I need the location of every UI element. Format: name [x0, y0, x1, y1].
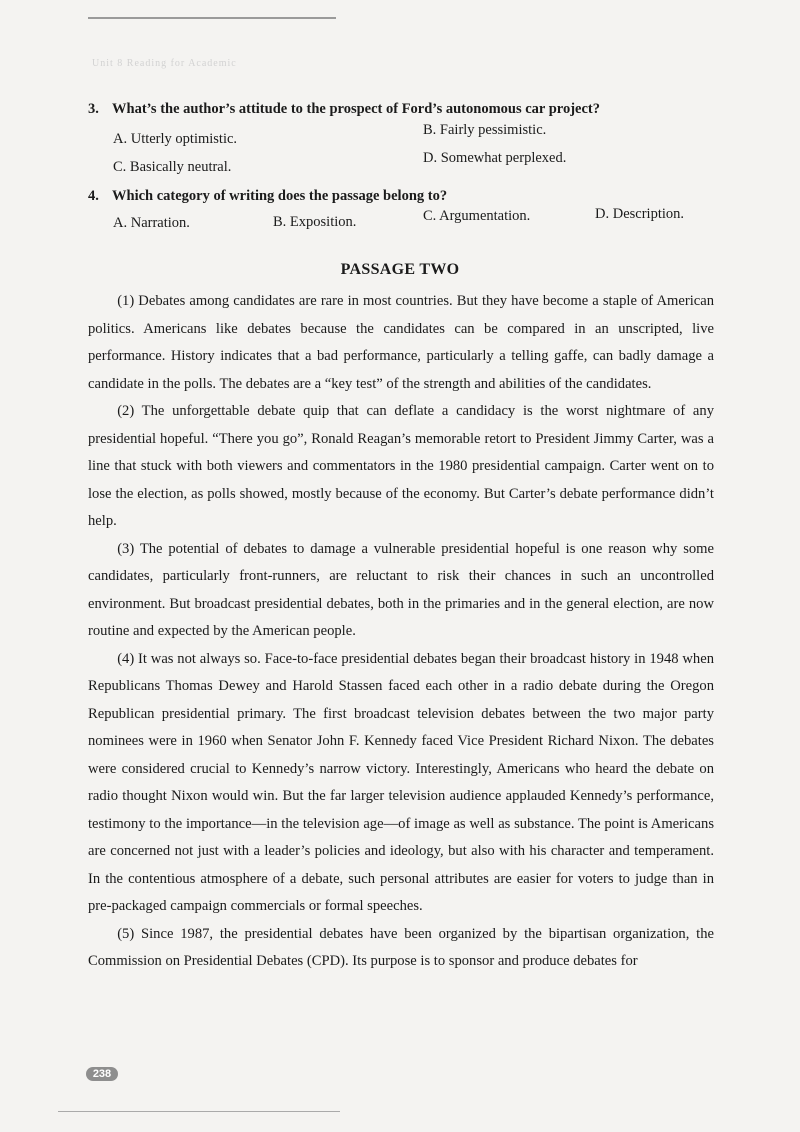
option-4a: A. Narration.: [113, 215, 190, 231]
option-3a: A. Utterly optimistic.: [113, 131, 238, 147]
question-3: [88, 101, 600, 118]
option-4b: B. Exposition.: [273, 214, 357, 230]
question-number: 4.: [88, 188, 99, 204]
passage-body: [88, 288, 714, 976]
paragraph-1: (1) Debates among candidates are rare in most countries. But they have become a staple of American politics. Americans like debates because the candidates can be compared in an unscripted, live performance. History indicates that a bad performance, particularly a telling gaffe, can badly damage a candidate in the polls. The debates are a “key test” of the strength and abilities of the candidates.: [88, 293, 714, 392]
option-3c: C. Basically neutral.: [113, 159, 232, 175]
faded-running-header: Unit 8 Reading for Academic: [92, 58, 237, 69]
paragraph-3: (3) The potential of debates to damage a vulnerable presidential hopeful is one reason why some candidates, particularly front-runners, are reluctant to risk their chances in such an uncontrolled environment. But broadcast presidential debates, both in the primaries and in the general election, are now routine and expected by the American people.: [88, 540, 714, 639]
option-4c: C. Argumentation.: [423, 208, 531, 224]
question-text: What’s the author’s attitude to the prospect of Ford’s autonomous car project?: [112, 101, 600, 117]
paragraph-5: (5) Since 1987, the presidential debates have been organized by the bipartisan organization, the Commission on Presidential Debates (CPD). Its purpose is to sponsor and produce debates for: [88, 925, 714, 969]
question-number: 3.: [88, 101, 99, 117]
paragraph-2: (2) The unforgettable debate quip that can deflate a candidacy is the worst nightmare of any presidential hopeful. “There you go”, Ronald Reagan’s memorable retort to President Jimmy Carter, was a line that stuck with both viewers and commentators in the 1980 presidential campaign. Carter went on to lose the election, as polls showed, mostly because of the economy. But Carter’s debate performance didn’t help.: [88, 403, 714, 529]
paragraph-4: (4) It was not always so. Face-to-face presidential debates began their broadcast history in 1948 when Republicans Thomas Dewey and Harold Stassen faced each other in a radio debate during the Oregon Republican presidential primary. The first broadcast television debates between the two major party nominees were in 1960 when Senator John F. Kennedy faced Vice President Richard Nixon. The debates were considered crucial to Kennedy’s narrow victory. Interestingly, Americans who heard the debate on radio thought Nixon would win. But the far larger television audience applauded Kennedy’s performance, testimony to the importance—in the television age—of image as well as substance. The point is Americans are concerned not just with a leader’s policies and ideology, but also with his character and temperament. In the contentious atmosphere of a debate, such personal attributes are easier for voters to judge than in pre-packaged campaign commercials or formal speeches.: [88, 650, 714, 914]
header-rule: [88, 17, 336, 19]
passage-title: PASSAGE TWO: [340, 261, 460, 278]
option-3d: D. Somewhat perplexed.: [423, 150, 567, 166]
page-number-badge: 238: [86, 1067, 118, 1081]
question-text: Which category of writing does the passage belong to?: [112, 188, 448, 204]
option-3b: B. Fairly pessimistic.: [423, 122, 547, 138]
question-4: [88, 188, 447, 205]
option-4d: D. Description.: [595, 206, 684, 222]
footer-rule: [58, 1111, 340, 1112]
